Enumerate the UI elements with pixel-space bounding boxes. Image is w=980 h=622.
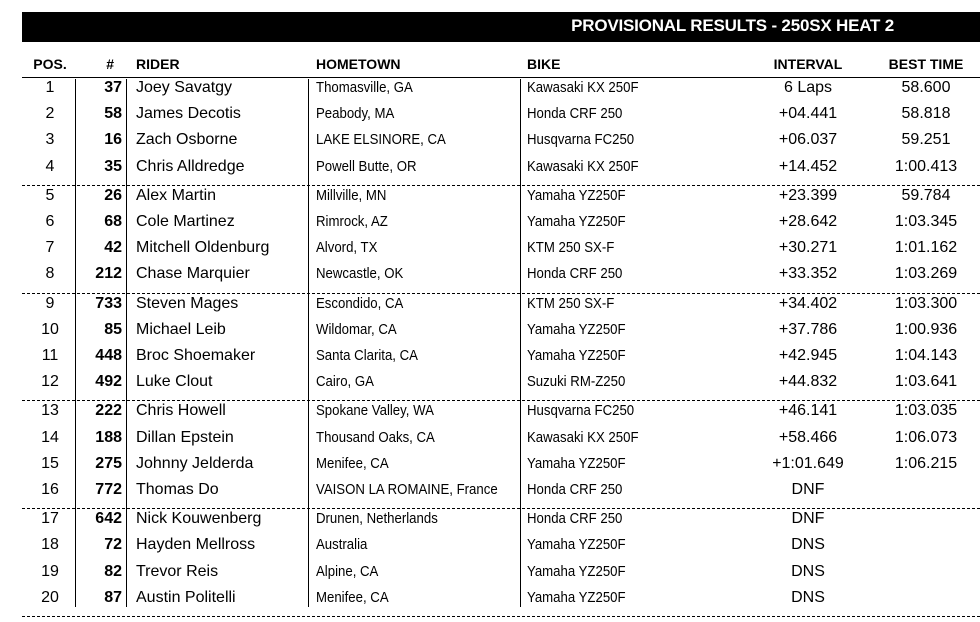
cell-num: 448 [95, 347, 122, 364]
cell-bike: Yamaha YZ250F [527, 347, 626, 364]
title-bar [22, 12, 980, 42]
cell-num: 275 [95, 454, 122, 472]
cell-pos: 7 [45, 239, 55, 257]
cell-num: 37 [104, 79, 122, 96]
cell-interval: +28.642 [778, 213, 838, 230]
cell-interval: +44.832 [778, 373, 838, 391]
cell-bike: Honda CRF 250 [527, 510, 623, 528]
table-row [0, 373, 980, 399]
cell-rider: Cole Martinez [136, 213, 235, 230]
cell-pos: 6 [45, 213, 55, 230]
cell-bike: Yamaha YZ250F [527, 588, 626, 606]
cell-interval: +37.786 [778, 320, 838, 338]
page-title: PROVISIONAL RESULTS - 250SX HEAT 2 [571, 16, 894, 35]
cell-num: 58 [104, 105, 122, 123]
table-row [0, 563, 980, 589]
cell-pos: 17 [41, 510, 59, 528]
cell-best-time: 1:06.073 [894, 428, 958, 446]
cell-hometown: Millville, MN [316, 186, 387, 204]
cell-bike: Kawasaki KX 250F [527, 79, 639, 96]
cell-num: 733 [95, 294, 122, 312]
cell-num: 212 [95, 265, 122, 283]
header-hometown: HOMETOWN [316, 56, 401, 72]
cell-num: 85 [104, 320, 122, 338]
table-row [0, 79, 980, 105]
group-divider [22, 508, 980, 509]
cell-pos: 20 [41, 588, 59, 606]
cell-bike: Yamaha YZ250F [527, 213, 626, 230]
cell-num: 82 [104, 562, 122, 580]
table-row [0, 402, 980, 428]
cell-interval: +33.352 [778, 265, 838, 283]
cell-bike: Yamaha YZ250F [527, 454, 626, 472]
cell-num: 35 [104, 157, 122, 175]
cell-bike: Kawasaki KX 250F [527, 157, 639, 175]
cell-interval: DNF [791, 510, 825, 528]
cell-interval: +58.466 [778, 428, 838, 446]
table-row [0, 510, 980, 536]
cell-rider: Thomas Do [136, 481, 219, 498]
cell-best-time: 58.818 [901, 105, 951, 123]
header-bike: BIKE [527, 56, 561, 72]
header-interval: INTERVAL [773, 56, 843, 72]
cell-pos: 3 [45, 131, 55, 149]
header-pos: POS. [33, 56, 67, 72]
cell-rider: Chase Marquier [136, 265, 250, 283]
cell-pos: 12 [41, 373, 59, 391]
cell-interval: DNF [791, 481, 825, 498]
cell-interval: +23.399 [778, 186, 838, 204]
cell-interval: +30.271 [778, 239, 838, 257]
cell-bike: Husqvarna FC250 [527, 402, 635, 420]
cell-rider: Broc Shoemaker [136, 347, 256, 364]
cell-rider: James Decotis [136, 105, 241, 123]
cell-bike: Yamaha YZ250F [527, 536, 626, 554]
group-divider [22, 293, 980, 294]
cell-hometown: Santa Clarita, CA [316, 347, 418, 364]
cell-interval: +06.037 [778, 131, 838, 149]
cell-rider: Nick Kouwenberg [136, 510, 262, 528]
cell-best-time: 1:03.035 [894, 402, 958, 420]
cell-rider: Chris Alldredge [136, 157, 245, 175]
cell-num: 26 [104, 186, 122, 204]
column-separator [308, 79, 309, 607]
cell-hometown: Alpine, CA [316, 562, 379, 580]
cell-bike: Yamaha YZ250F [527, 186, 626, 204]
cell-pos: 9 [45, 294, 55, 312]
cell-hometown: Menifee, CA [316, 588, 389, 606]
cell-hometown: Powell Butte, OR [316, 157, 417, 175]
cell-pos: 8 [45, 265, 55, 283]
cell-interval: +1:01.649 [772, 454, 844, 472]
header-num: # [106, 56, 114, 72]
cell-pos: 4 [45, 157, 55, 175]
cell-pos: 16 [41, 481, 59, 498]
cell-hometown: Alvord, TX [316, 239, 378, 257]
cell-best-time: 1:06.215 [894, 454, 958, 472]
table-row [0, 455, 980, 481]
cell-bike: Kawasaki KX 250F [527, 428, 639, 446]
cell-rider: Johnny Jelderda [136, 454, 254, 472]
table-row [0, 481, 980, 507]
cell-bike: Yamaha YZ250F [527, 320, 626, 338]
table-row [0, 347, 980, 373]
cell-best-time: 58.600 [901, 79, 951, 96]
cell-hometown: Wildomar, CA [316, 320, 397, 338]
cell-rider: Chris Howell [136, 402, 226, 420]
cell-hometown: Escondido, CA [316, 294, 404, 312]
cell-best-time: 1:03.269 [894, 265, 958, 283]
cell-bike: Honda CRF 250 [527, 265, 623, 283]
cell-pos: 2 [45, 105, 55, 123]
cell-rider: Zach Osborne [136, 131, 238, 149]
cell-best-time: 59.251 [901, 131, 951, 149]
cell-hometown: VAISON LA ROMAINE, France [316, 481, 498, 498]
table-row [0, 536, 980, 562]
cell-hometown: Newcastle, OK [316, 265, 404, 283]
cell-rider: Mitchell Oldenburg [136, 239, 270, 257]
cell-bike: Yamaha YZ250F [527, 562, 626, 580]
cell-rider: Hayden Mellross [136, 536, 256, 554]
cell-hometown: Rimrock, AZ [316, 213, 388, 230]
cell-best-time: 1:03.345 [894, 213, 958, 230]
cell-pos: 11 [41, 347, 59, 364]
cell-hometown: Thomasville, GA [316, 79, 413, 96]
cell-hometown: Spokane Valley, WA [316, 402, 434, 420]
cell-num: 188 [95, 428, 122, 446]
cell-pos: 10 [41, 320, 59, 338]
column-separator [126, 79, 127, 607]
cell-rider: Luke Clout [136, 373, 213, 391]
cell-interval: DNS [791, 588, 825, 606]
cell-pos: 14 [41, 428, 59, 446]
cell-bike: Honda CRF 250 [527, 481, 623, 498]
cell-num: 72 [104, 536, 122, 554]
cell-interval: +46.141 [778, 402, 838, 420]
table-row [0, 131, 980, 157]
column-separator [75, 79, 76, 607]
cell-num: 772 [95, 481, 122, 498]
cell-hometown: Thousand Oaks, CA [316, 428, 435, 446]
cell-rider: Dillan Epstein [136, 428, 234, 446]
cell-bike: KTM 250 SX-F [527, 294, 615, 312]
cell-rider: Alex Martin [136, 186, 217, 204]
cell-hometown: LAKE ELSINORE, CA [316, 131, 446, 149]
cell-interval: DNS [791, 562, 825, 580]
cell-best-time: 59.784 [901, 186, 951, 204]
cell-bike: Suzuki RM-Z250 [527, 373, 626, 391]
cell-interval: 6 Laps [783, 79, 833, 96]
cell-pos: 15 [41, 454, 59, 472]
cell-num: 222 [95, 402, 122, 420]
cell-pos: 1 [45, 79, 55, 96]
cell-hometown: Drunen, Netherlands [316, 510, 438, 528]
table-row [0, 321, 980, 347]
table-row [0, 158, 980, 184]
header-best-time: BEST TIME [888, 56, 964, 72]
cell-hometown: Peabody, MA [316, 105, 395, 123]
cell-num: 642 [95, 510, 122, 528]
cell-best-time: 1:04.143 [894, 347, 958, 364]
column-separator [520, 79, 521, 607]
table-row [0, 265, 980, 291]
cell-interval: DNS [791, 536, 825, 554]
cell-bike: KTM 250 SX-F [527, 239, 615, 257]
cell-interval: +34.402 [778, 294, 838, 312]
cell-rider: Steven Mages [136, 294, 239, 312]
cell-pos: 13 [41, 402, 59, 420]
cell-interval: +14.452 [778, 157, 838, 175]
cell-interval: +04.441 [778, 105, 838, 123]
cell-pos: 18 [41, 536, 59, 554]
cell-best-time: 1:00.936 [894, 320, 958, 338]
cell-bike: Husqvarna FC250 [527, 131, 635, 149]
table-row [0, 295, 980, 321]
group-divider [22, 400, 980, 401]
table-row [0, 105, 980, 131]
cell-interval: +42.945 [778, 347, 838, 364]
cell-best-time: 1:01.162 [894, 239, 958, 257]
table-row [0, 213, 980, 239]
cell-best-time: 1:03.641 [894, 373, 958, 391]
cell-rider: Michael Leib [136, 320, 226, 338]
cell-rider: Austin Politelli [136, 588, 236, 606]
cell-rider: Trevor Reis [136, 562, 219, 580]
cell-bike: Honda CRF 250 [527, 105, 623, 123]
cell-hometown: Menifee, CA [316, 454, 389, 472]
cell-pos: 5 [45, 186, 55, 204]
cell-num: 87 [104, 588, 122, 606]
cell-best-time: 1:00.413 [894, 157, 958, 175]
table-row [0, 589, 980, 615]
table-row [0, 429, 980, 455]
cell-hometown: Cairo, GA [316, 373, 374, 391]
cell-num: 492 [95, 373, 122, 391]
cell-best-time: 1:03.300 [894, 294, 958, 312]
cell-hometown: Australia [316, 536, 368, 554]
group-divider [22, 616, 980, 617]
cell-pos: 19 [41, 562, 59, 580]
cell-num: 68 [104, 213, 122, 230]
header-rule [22, 77, 980, 78]
table-row [0, 187, 980, 213]
cell-num: 16 [104, 131, 122, 149]
cell-rider: Joey Savatgy [136, 79, 233, 96]
cell-num: 42 [104, 239, 122, 257]
group-divider [22, 185, 980, 186]
table-row [0, 239, 980, 265]
header-rider: RIDER [136, 56, 180, 72]
